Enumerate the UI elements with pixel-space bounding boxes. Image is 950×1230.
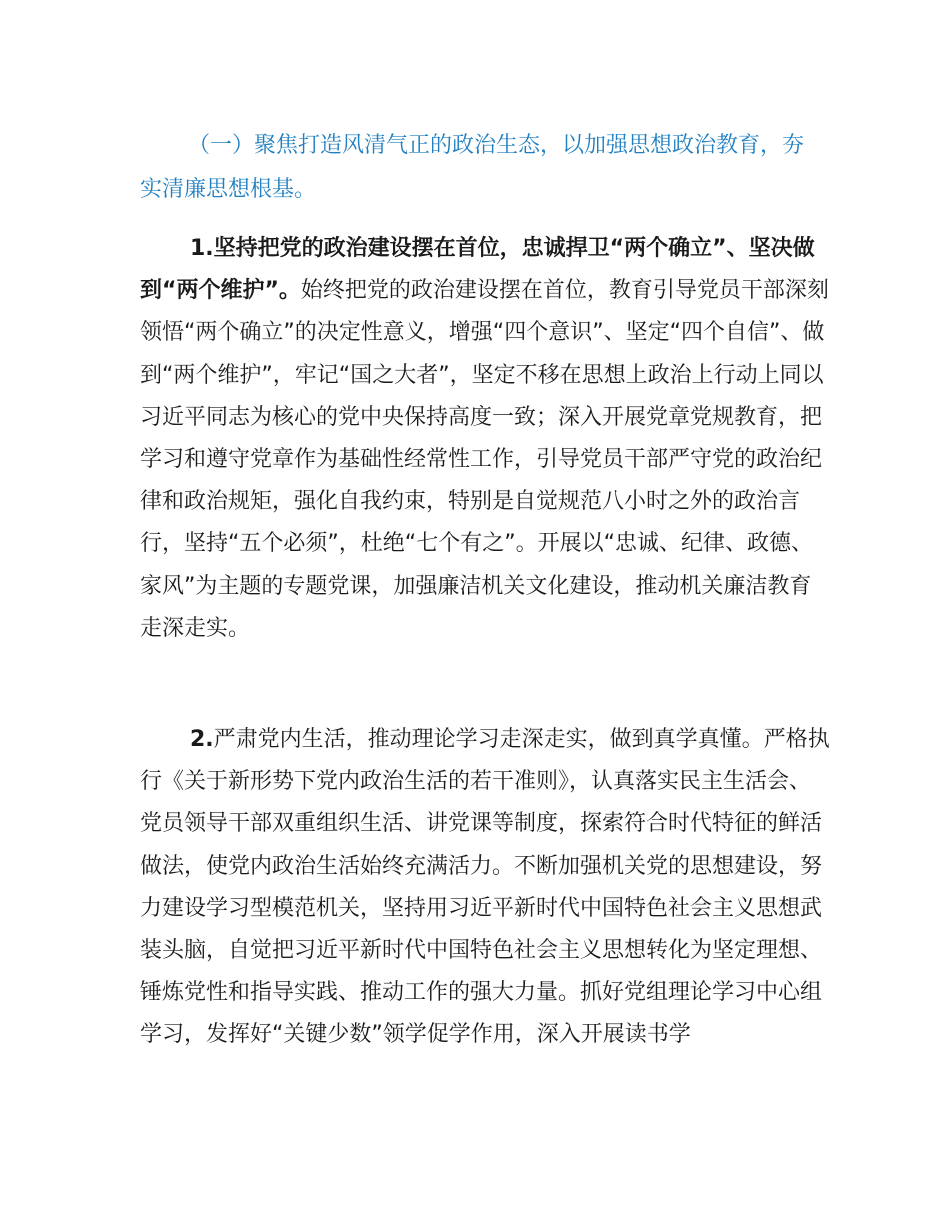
paragraph-2-lead <box>190 727 214 752</box>
section-heading: （一）聚焦打造风清气正的政治生态，以加强思想政治教育，夯实清廉思想根基。 <box>140 133 805 202</box>
paragraph-2-number: 2. <box>190 727 214 752</box>
paragraph-1 <box>140 228 830 650</box>
paragraph-1-number: 1. <box>190 236 214 261</box>
paragraph-2 <box>140 719 830 1057</box>
paragraph-1-body: 始终把党的政治建设摆在首位，教育引导党员干部深刻领悟“两个确立”的决定性意义，增强“四个意识”、坚定“四个自信”、做到“两个维护”，牢记“国之大者”，坚定不移在思想上政治上行动上同以习近平同志为核心的党中央保持高度一致；深入开展党章党规教育，把学习和遵守党章作为基础性经常性工作，引导党员干部严守党的政治纪律和政治规矩，强化自我约束，特别是自觉规范八小时之外的政治言行，坚持“五个必须”，杜绝“七个有之”。开展以“忠诚、纪律、政德、家风”为主题的专题党课，加强廉洁机关文化建设，推动机关廉洁教育走深走实。 <box>140 278 829 641</box>
paragraph-2-body: 严格执行《关于新形势下党内政治生活的若干准则》，认真落实民主生活会、党员领导干部双重组织生活、讲党课等制度，探索符合时代特征的鲜活做法，使党内政治生活始终充满活力。不断加强机关党的思想建设，努力建设学习型模范机关，坚持用习近平新时代中国特色社会主义思想武装头脑，自觉把习近平新时代中国特色社会主义思想转化为坚定理想、锤炼党性和指导实践、推动工作的强大力量。抓好党组理论学习中心组学习，发挥好“关键少数”领学促学作用，深入开展读书学 <box>140 727 830 1048</box>
paragraph-2-lead-text: 严肃党内生活，推动理论学习走深走实，做到真学真懂。 <box>213 727 764 752</box>
paragraph-1-lead-text: 坚持把党的政治建设摆在首位，忠诚捍卫“两个确立”、坚决做到“两个维护”。 <box>140 236 815 304</box>
